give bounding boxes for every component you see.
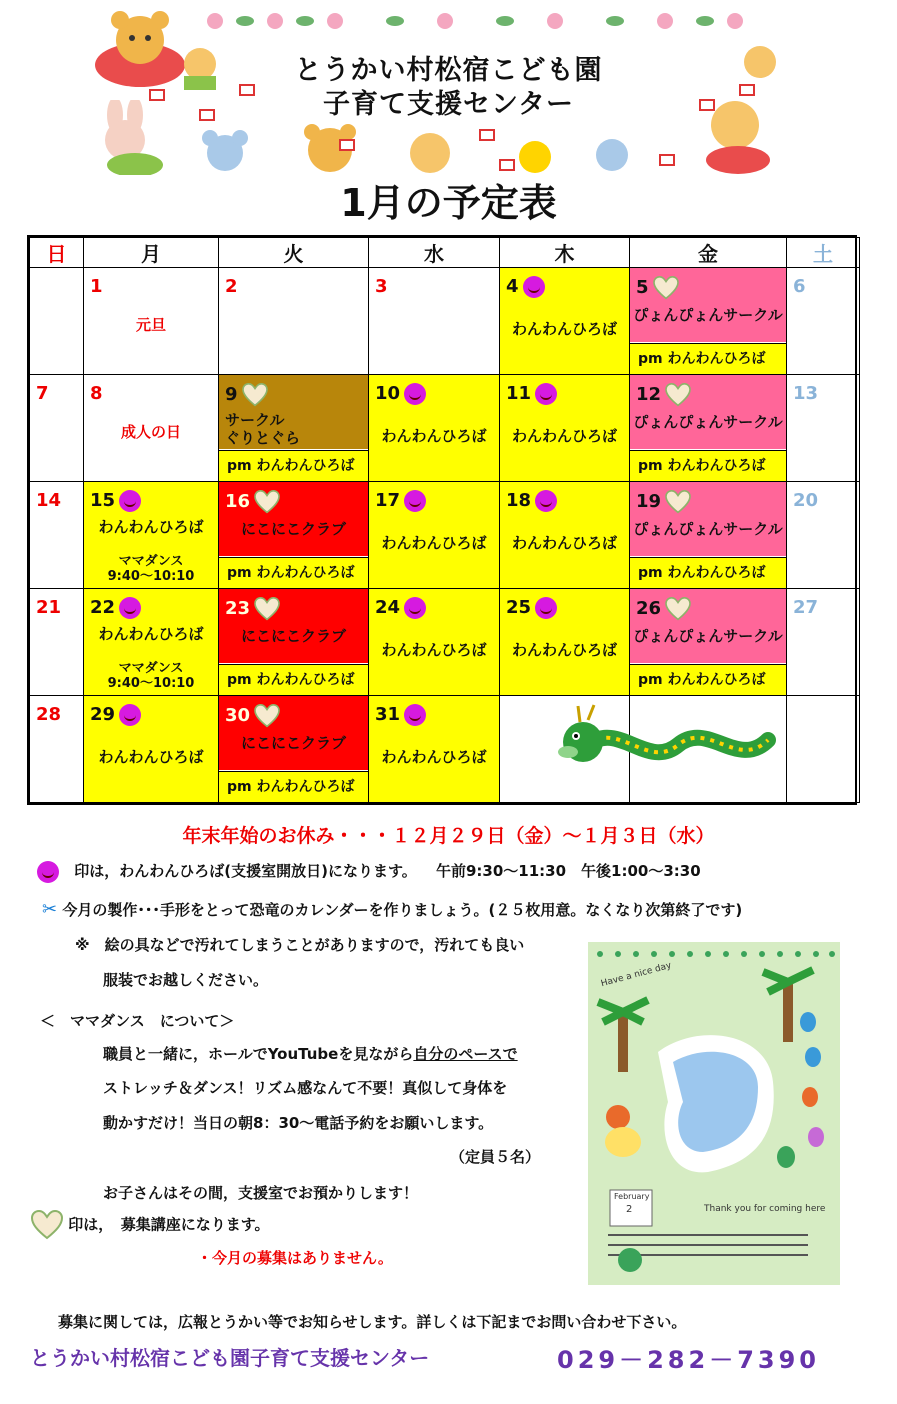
calendar-day-cell [369,375,500,482]
event-label: わんわんひろば [381,748,487,766]
mama-dance-line1a: 職員と一緒に，ホールでYouTubeを見ながら [103,1045,414,1063]
smile-icon [119,490,141,512]
day-number [90,597,141,619]
day-number-text: 14 [36,490,62,511]
day-number [36,704,61,725]
event-label: わんわんひろば [511,320,617,338]
mama-dance-slot [84,661,218,691]
smile-icon [404,704,426,726]
weekday-header [30,238,860,268]
weekday-fri: 金 [630,238,787,268]
day-number-text: 11 [506,383,532,404]
no-recruit-note: ・今月の募集はありません。 [197,1249,393,1267]
event-label: わんわんひろば [511,641,617,659]
own-pace-text: 自分のペースで [413,1045,518,1063]
day-number-text: 2 [225,276,238,297]
day-number-text: 17 [375,490,401,511]
calendar-day-cell [787,268,860,375]
smile-legend-text: 印は，わんわんひろば(支援室開放日)になります。 [74,862,417,880]
event-label: にこにこクラブ [240,627,346,645]
heart-legend-text: 印は， 募集講座になります。 [68,1215,270,1234]
day-number-text: 21 [36,597,62,618]
weekday-mon: 月 [84,238,219,268]
day-number [225,276,238,297]
heart-legend [27,1210,270,1240]
day-number [375,383,426,405]
smile-icon [535,383,557,405]
mama-dance-time: 9:40～10:10 [107,569,195,584]
pm-event-label: pm わんわんひろば [219,771,368,802]
calendar-day-cell [30,375,84,482]
calendar-day-cell [369,696,500,803]
pm-event-label: pm わんわんひろば [630,343,786,374]
day-number [375,276,388,297]
event-label: 元旦 [135,316,166,334]
event-label: 成人の日 [120,423,181,441]
pm-event-label: pm わんわんひろば [630,450,786,481]
day-number [793,276,806,297]
day-number-text: 20 [793,490,819,511]
day-number-text: 8 [90,383,103,404]
header [0,0,897,180]
day-number [506,276,545,298]
mama-dance-heading: ＜ ママダンス について＞ [40,1012,235,1030]
day-number-text: 13 [793,383,819,404]
day-number-text: 30 [225,705,251,726]
smile-icon [404,383,426,405]
day-number-text: 5 [636,277,649,298]
craft-note-text: 今月の製作･･･手形をとって恐竜のカレンダーを作りましょう。(２５枚用意。なくなり次第終了です) [62,901,743,919]
day-number-text: 7 [36,383,49,404]
heart-icon [665,597,691,621]
heart-icon [254,704,280,728]
calendar-day-cell [630,375,787,482]
day-number [90,276,103,297]
calendar-day-cell [30,589,84,696]
smile-icon [535,597,557,619]
calendar-day-cell [219,482,369,589]
day-number-text: 18 [506,490,532,511]
day-number-text: 23 [225,598,251,619]
heart-icon [31,1210,63,1240]
calendar-day-cell [369,268,500,375]
mama-dance-label: ママダンス [118,554,184,569]
calendar-day-cell [369,482,500,589]
event-label: ぴょんぴょんサークル [633,627,783,645]
smile-icon [404,490,426,512]
day-number [636,597,691,621]
smile-legend [33,860,701,883]
calendar-week [30,375,860,482]
day-number-text: 25 [506,597,532,618]
childcare-note: お子さんはその間，支援室でお預かりします！ [103,1184,419,1202]
calendar-day-cell [219,268,369,375]
day-number [506,490,557,512]
day-number [793,490,818,511]
card-caption: Have a nice day [599,960,673,990]
calendar-day-cell [84,696,219,803]
calendar-day-cell [787,589,860,696]
day-number-text: 10 [375,383,401,404]
mama-dance-line2: ストレッチ＆ダンス！リズム感なんて不要！真似して身体を [103,1079,508,1097]
day-number [506,383,557,405]
event-label: わんわんひろば [381,641,487,659]
mama-dance-line3: 動かすだけ！当日の朝8：30～電話予約をお願いします。 [103,1114,494,1132]
calendar-week [30,482,860,589]
day-number-text: 26 [636,598,662,619]
day-number [636,383,691,407]
pm-event-label: pm わんわんひろば [630,664,786,695]
day-number [90,704,141,726]
day-number [636,276,679,300]
heart-icon [254,597,280,621]
day-number-text: 29 [90,704,116,725]
day-number-text: 9 [225,384,238,405]
calendar-week [30,268,860,375]
footer-phone[interactable]: 029－282－7390 [557,1346,820,1374]
calendar-day-cell [84,268,219,375]
calendar-day-cell [84,589,219,696]
event-label: サークル ぐりとぐら [225,411,301,447]
day-number [90,383,103,404]
heart-icon [653,276,679,300]
day-number-text: 16 [225,491,251,512]
holiday-notice: 年末年始のお休み・・・１２月２９日（金）～１月３日（水） [182,825,715,847]
heart-icon [665,383,691,407]
day-number [36,597,61,618]
day-number-text: 24 [375,597,401,618]
pm-event-label: pm わんわんひろば [219,450,368,481]
day-number-text: 4 [506,276,519,297]
smile-icon [37,861,59,883]
contact-note: 募集に関しては，広報とうかい等でお知らせします。詳しくは下記までお問い合わせ下さい。 [58,1313,687,1331]
event-label: ぴょんぴょんサークル [633,520,783,538]
event-label: ぴょんぴょんサークル [633,306,783,324]
weekday-sat: 土 [787,238,860,268]
calendar-day-cell [500,268,630,375]
day-number [636,490,691,514]
day-number [225,490,280,514]
day-number-text: 22 [90,597,116,618]
calendar-day-cell [787,375,860,482]
calendar-day-cell [630,268,787,375]
heart-icon [665,490,691,514]
day-number-text: 3 [375,276,388,297]
calendar-day-cell [84,482,219,589]
caution-line2: 服装でお越しください。 [103,971,269,989]
mama-dance-line1 [103,1043,518,1064]
handprint-dinosaur-calendar [588,942,840,1285]
weekday-sun: 日 [30,238,84,268]
event-label: にこにこクラブ [240,520,346,538]
calendar-day-cell [369,589,500,696]
pm-event-label: pm わんわんひろば [630,557,786,588]
flower-border-decoration [195,8,755,34]
event-label: わんわんひろば [98,748,204,766]
event-label: わんわんひろば [381,534,487,552]
craft-sample-image [588,942,840,1285]
card-thanks: Thank you for coming here [704,1204,826,1214]
org-name-line2: 子育て支援センター [323,89,574,120]
calendar-day-cell [500,589,630,696]
pm-event-label: pm わんわんひろば [219,664,368,695]
calendar-day-cell [787,696,860,803]
calendar-day-cell [219,375,369,482]
calendar-day-cell [30,482,84,589]
smile-icon [119,704,141,726]
calendar-day-cell [630,482,787,589]
weekday-wed: 水 [369,238,500,268]
event-label: わんわんひろば [381,427,487,445]
heart-icon [242,383,268,407]
open-hours: 午前9:30～11:30 午後1:00～3:30 [435,862,701,880]
day-number [506,597,557,619]
card-day: 2 [626,1204,633,1215]
day-number-text: 6 [793,276,806,297]
heart-icon [254,490,280,514]
day-number [375,597,426,619]
day-number [90,490,141,512]
day-number [793,597,818,618]
calendar-day-cell [500,375,630,482]
day-number [225,597,280,621]
smile-icon [523,276,545,298]
day-number-text: 31 [375,704,401,725]
calendar-day-cell [500,482,630,589]
day-number-text: 27 [793,597,819,618]
day-number [225,704,280,728]
calendar-week [30,589,860,696]
day-number [36,383,49,404]
calendar-day-cell [84,375,219,482]
day-number-text: 28 [36,704,62,725]
smile-icon [404,597,426,619]
capacity-note: （定員５名） [450,1148,541,1166]
calendar-day-cell [219,696,369,803]
weekday-tue: 火 [219,238,369,268]
event-label: わんわんひろば [511,427,617,445]
caution-line1: ※ 絵の具などで汚れてしまうことがありますので，汚れても良い [75,936,525,954]
calendar-day-cell [219,589,369,696]
day-number [225,383,268,407]
card-month: February [614,1192,650,1201]
event-label: わんわんひろば [98,625,204,643]
page-title: 1月の予定表 [340,181,557,225]
day-number [36,490,61,511]
day-number [375,704,426,726]
calendar-day-cell [30,696,84,803]
day-number-text: 15 [90,490,116,511]
pm-event-label: pm わんわんひろば [219,557,368,588]
day-number-text: 12 [636,384,662,405]
event-label: ぴょんぴょんサークル [633,413,783,431]
day-number [375,490,426,512]
mama-dance-label: ママダンス [118,661,184,676]
dragon-illustration [548,700,778,790]
event-label: わんわんひろば [511,534,617,552]
footer-org-name: とうかい村松宿こども園子育て支援センター [30,1346,430,1370]
craft-note [42,899,742,920]
calendar-day-cell [30,268,84,375]
smile-icon [535,490,557,512]
calendar-day-cell [787,482,860,589]
day-number-text: 1 [90,276,103,297]
mama-dance-time: 9:40～10:10 [107,676,195,691]
event-label: にこにこクラブ [240,734,346,752]
event-label: わんわんひろば [98,518,204,536]
mama-dance-slot [84,554,218,584]
smile-icon [119,597,141,619]
weekday-thu: 木 [500,238,630,268]
calendar-day-cell [630,589,787,696]
scissors-icon: ✂ [42,899,58,920]
day-number [793,383,818,404]
org-name-line1: とうかい村松宿こども園 [294,55,603,86]
day-number-text: 19 [636,491,662,512]
